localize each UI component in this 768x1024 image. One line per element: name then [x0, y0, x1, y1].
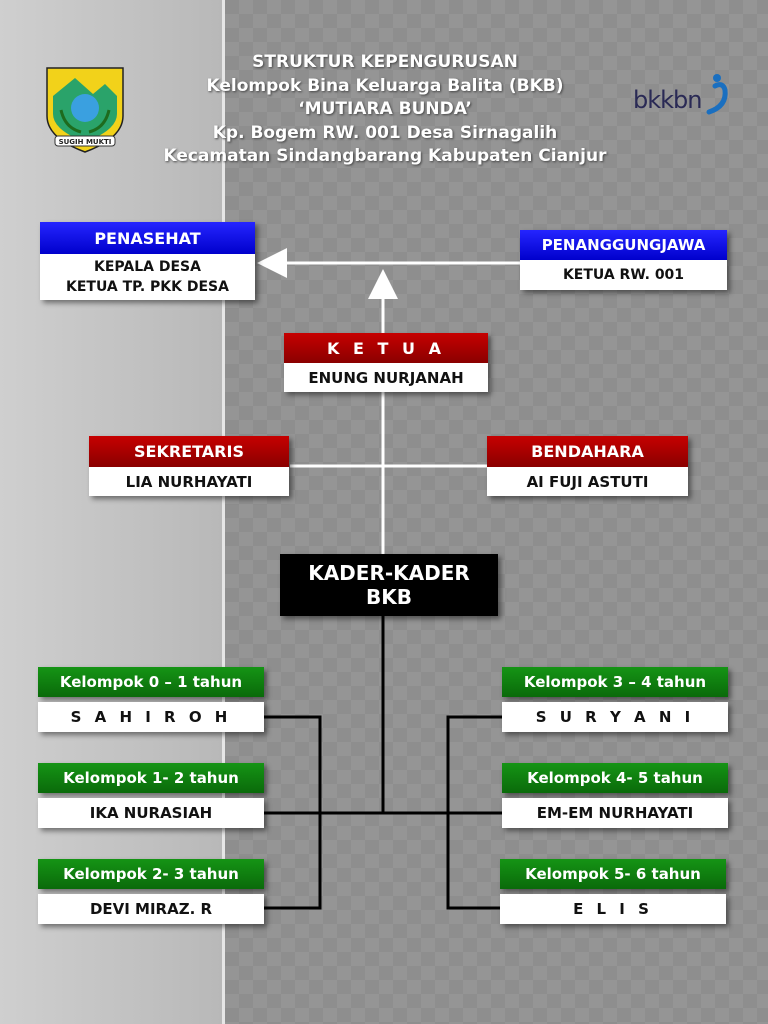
kelompok-right-3-header: Kelompok 5- 6 tahun: [500, 859, 726, 889]
kelompok-right-2: [502, 763, 728, 828]
sekretaris-box: [89, 436, 289, 496]
penanggungjawab-header: PENANGGUNGJAWA: [520, 230, 727, 260]
kader-box: [280, 554, 498, 616]
title-line-1: STRUKTUR KEPENGURUSAN: [252, 52, 518, 72]
kelompok-left-1: [38, 667, 264, 732]
title-line-3: ‘MUTIARA BUNDA’: [298, 99, 472, 119]
kelompok-left-2-header: Kelompok 1- 2 tahun: [38, 763, 264, 793]
title-line-2: Kelompok Bina Keluarga Balita (BKB): [206, 76, 564, 96]
kelompok-left-3-header: Kelompok 2- 3 tahun: [38, 859, 264, 889]
penanggungjawab-box: [520, 230, 727, 290]
kelompok-right-2-header: Kelompok 4- 5 tahun: [502, 763, 728, 793]
ketua-value: ENUNG NURJANAH: [284, 363, 488, 392]
bkkbn-logo: [633, 72, 733, 122]
sekretaris-value: LIA NURHAYATI: [89, 467, 289, 496]
sekretaris-header: SEKRETARIS: [89, 436, 289, 467]
penasehat-box: [40, 222, 255, 300]
kelompok-left-2: [38, 763, 264, 828]
kelompok-left-3-name: DEVI MIRAZ. R: [38, 894, 264, 924]
ketua-header: K E T U A: [284, 333, 488, 363]
kelompok-right-2-name: EM-EM NURHAYATI: [502, 798, 728, 828]
kelompok-left-2-name: IKA NURASIAH: [38, 798, 264, 828]
bendahara-value: AI FUJI ASTUTI: [487, 467, 688, 496]
bkkbn-logo-text: bkkbn: [633, 86, 702, 114]
penasehat-line-1: KEPALA DESA: [94, 259, 201, 275]
kelompok-right-1-header: Kelompok 3 – 4 tahun: [502, 667, 728, 697]
emblem-motto: SUGIH MUKTI: [58, 138, 112, 146]
kelompok-left-1-header: Kelompok 0 – 1 tahun: [38, 667, 264, 697]
kelompok-right-3: [500, 859, 726, 924]
penasehat-header: PENASEHAT: [40, 222, 255, 254]
kelompok-left-1-name: S A H I R O H: [38, 702, 264, 732]
title-line-5: Kecamatan Sindangbarang Kabupaten Cianjur: [163, 146, 607, 166]
kader-line-1: KADER-KADER: [308, 561, 470, 585]
kelompok-left-3: [38, 859, 264, 924]
bendahara-header: BENDAHARA: [487, 436, 688, 467]
penanggungjawab-value: KETUA RW. 001: [520, 260, 727, 290]
penasehat-line-2: KETUA TP. PKK DESA: [66, 279, 229, 295]
kader-line-2: BKB: [366, 585, 412, 609]
kelompok-right-1: [502, 667, 728, 732]
regency-emblem-icon: [45, 66, 125, 154]
title-line-4: Kp. Bogem RW. 001 Desa Sirnagalih: [212, 123, 558, 143]
kelompok-right-3-name: E L I S: [500, 894, 726, 924]
bkkbn-logo-icon: [701, 72, 731, 116]
kelompok-right-1-name: S U R Y A N I: [502, 702, 728, 732]
bendahara-box: [487, 436, 688, 496]
ketua-box: [284, 333, 488, 392]
